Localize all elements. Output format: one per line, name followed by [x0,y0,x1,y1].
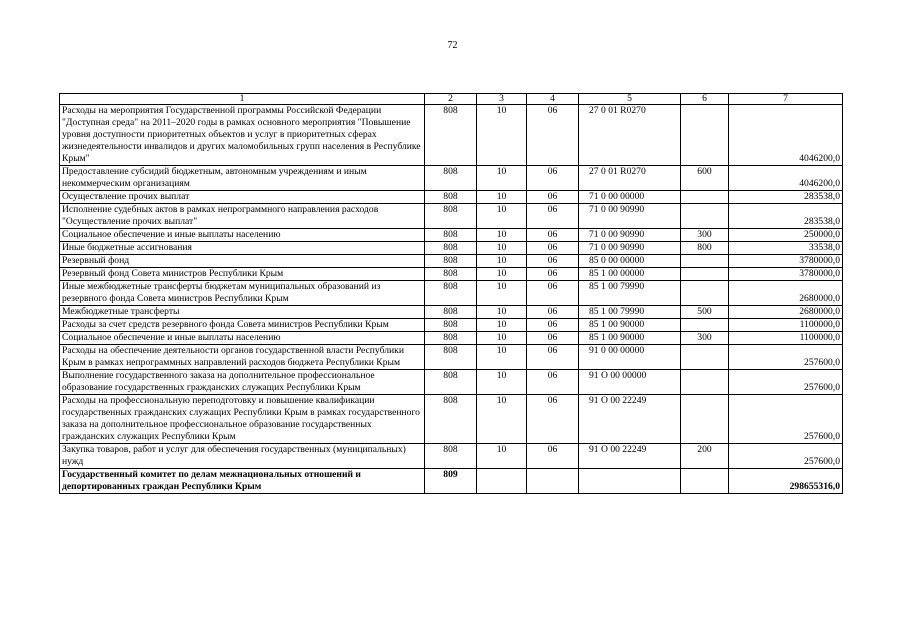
row-subsection-cell: 06 [527,332,579,345]
row-target-code-cell: 91 О 00 22249 [579,395,681,444]
row-subsection-cell: 06 [527,395,579,444]
header-cell: 3 [477,94,527,105]
row-admin-code-cell: 808 [425,255,477,268]
table-row [60,268,843,281]
table-row [60,105,843,166]
row-subsection-cell: 06 [527,319,579,332]
row-name-cell: Межбюджетные трансферты [60,306,425,319]
table-row [60,345,843,370]
table-row [60,395,843,444]
row-name-cell: Государственный комитет по делам межнациональных отношений и депортированных граждан Республики Крым [60,469,425,494]
budget-table [59,93,843,494]
row-name-cell: Осуществление прочих выплат [60,191,425,204]
table-row [60,255,843,268]
row-target-code-cell: 71 0 00 00000 [579,191,681,204]
row-admin-code-cell: 808 [425,166,477,191]
row-target-code-cell: 85 1 00 79990 [579,306,681,319]
row-target-code-cell: 71 0 00 90990 [579,242,681,255]
row-target-code-cell: 85 1 00 00000 [579,268,681,281]
row-expense-type-cell [681,204,729,229]
table-row [60,444,843,469]
row-subsection-cell: 06 [527,345,579,370]
row-expense-type-cell: 200 [681,444,729,469]
row-expense-type-cell [681,268,729,281]
row-admin-code-cell: 808 [425,332,477,345]
header-cell: 5 [579,94,681,105]
table-row [60,281,843,306]
table-row [60,469,843,494]
row-expense-type-cell [681,255,729,268]
row-section-cell: 10 [477,191,527,204]
row-admin-code-cell: 808 [425,306,477,319]
row-name-cell: Исполнение судебных актов в рамках непрограммного направления расходов "Осуществление прочих выплат" [60,204,425,229]
row-expense-type-cell: 600 [681,166,729,191]
row-admin-code-cell: 808 [425,319,477,332]
row-section-cell: 10 [477,319,527,332]
row-expense-type-cell: 500 [681,306,729,319]
row-amount-cell: 283538,0 [729,204,843,229]
row-expense-type-cell [681,191,729,204]
row-admin-code-cell: 808 [425,345,477,370]
table-row [60,332,843,345]
row-amount-cell: 3780000,0 [729,268,843,281]
row-subsection-cell: 06 [527,166,579,191]
row-admin-code-cell: 808 [425,204,477,229]
row-admin-code-cell: 808 [425,242,477,255]
row-section-cell: 10 [477,242,527,255]
row-target-code-cell: 27 0 01 R0270 [579,166,681,191]
row-target-code-cell [579,469,681,494]
row-section-cell: 10 [477,166,527,191]
row-target-code-cell: 71 0 00 90990 [579,229,681,242]
row-target-code-cell: 85 1 00 90000 [579,332,681,345]
row-amount-cell: 4046200,0 [729,166,843,191]
header-cell: 7 [729,94,843,105]
row-subsection-cell: 06 [527,255,579,268]
row-target-code-cell: 85 0 00 00000 [579,255,681,268]
row-target-code-cell: 85 1 00 90000 [579,319,681,332]
row-subsection-cell: 06 [527,281,579,306]
row-subsection-cell: 06 [527,370,579,395]
row-section-cell: 10 [477,332,527,345]
row-target-code-cell: 91 0 00 00000 [579,345,681,370]
row-expense-type-cell [681,345,729,370]
table-row [60,166,843,191]
row-expense-type-cell [681,395,729,444]
row-subsection-cell: 06 [527,444,579,469]
table-row [60,242,843,255]
header-cell: 1 [60,94,425,105]
row-admin-code-cell: 808 [425,229,477,242]
row-subsection-cell: 06 [527,229,579,242]
row-section-cell: 10 [477,268,527,281]
row-admin-code-cell: 808 [425,191,477,204]
row-section-cell: 10 [477,345,527,370]
table-row [60,191,843,204]
row-section-cell: 10 [477,444,527,469]
row-name-cell: Расходы на обеспечение деятельности органов государственной власти Республики Крым в рамках непрограммных направлений расходов бюджета Республики Крым [60,345,425,370]
row-expense-type-cell [681,469,729,494]
row-subsection-cell: 06 [527,204,579,229]
row-amount-cell: 3780000,0 [729,255,843,268]
row-section-cell: 10 [477,204,527,229]
row-expense-type-cell [681,370,729,395]
row-subsection-cell [527,469,579,494]
row-target-code-cell: 27 0 01 R0270 [579,105,681,166]
row-amount-cell: 298655316,0 [729,469,843,494]
row-target-code-cell: 85 1 00 79990 [579,281,681,306]
row-amount-cell: 2680000,0 [729,306,843,319]
row-name-cell: Расходы за счет средств резервного фонда Совета министров Республики Крым [60,319,425,332]
row-amount-cell: 257600,0 [729,444,843,469]
row-name-cell: Социальное обеспечение и иные выплаты населению [60,332,425,345]
row-section-cell: 10 [477,105,527,166]
row-amount-cell: 1100000,0 [729,319,843,332]
row-expense-type-cell: 300 [681,332,729,345]
row-expense-type-cell [681,105,729,166]
row-section-cell: 10 [477,395,527,444]
row-name-cell: Социальное обеспечение и иные выплаты населению [60,229,425,242]
header-cell: 6 [681,94,729,105]
row-name-cell: Предоставление субсидий бюджетным, автономным учреждениям и иным некоммерческим организациям [60,166,425,191]
table-row [60,306,843,319]
row-expense-type-cell: 300 [681,229,729,242]
page-number: 72 [447,40,458,51]
row-admin-code-cell: 809 [425,469,477,494]
table-row [60,204,843,229]
row-target-code-cell: 91 О 00 00000 [579,370,681,395]
row-name-cell: Резервный фонд Совета министров Республики Крым [60,268,425,281]
row-section-cell: 10 [477,281,527,306]
row-section-cell: 10 [477,229,527,242]
row-amount-cell: 4046200,0 [729,105,843,166]
row-amount-cell: 1100000,0 [729,332,843,345]
table-row [60,229,843,242]
row-amount-cell: 257600,0 [729,345,843,370]
row-amount-cell: 250000,0 [729,229,843,242]
row-name-cell: Иные межбюджетные трансферты бюджетам муниципальных образований из резервного фонда Совета министров Республики Крым [60,281,425,306]
row-amount-cell: 2680000,0 [729,281,843,306]
row-name-cell: Закупка товаров, работ и услуг для обеспечения государственных (муниципальных) нужд [60,444,425,469]
row-admin-code-cell: 808 [425,370,477,395]
row-admin-code-cell: 808 [425,444,477,469]
row-name-cell: Резервный фонд [60,255,425,268]
row-name-cell: Расходы на профессиональную переподготовку и повышение квалификации государственных гражданских служащих Республики Крым в рамках государственного заказа на дополнительное профессиональное образование государственных гражданских служащих Республики Крым [60,395,425,444]
row-amount-cell: 257600,0 [729,395,843,444]
row-admin-code-cell: 808 [425,395,477,444]
row-expense-type-cell: 800 [681,242,729,255]
header-cell: 4 [527,94,579,105]
row-amount-cell: 283538,0 [729,191,843,204]
row-subsection-cell: 06 [527,306,579,319]
row-amount-cell: 33538,0 [729,242,843,255]
row-admin-code-cell: 808 [425,268,477,281]
row-admin-code-cell: 808 [425,105,477,166]
row-name-cell: Выполнение государственного заказа на дополнительное профессиональное образование государственных гражданских служащих Республики Крым [60,370,425,395]
row-expense-type-cell [681,319,729,332]
table-row [60,319,843,332]
row-subsection-cell: 06 [527,268,579,281]
row-section-cell: 10 [477,370,527,395]
row-target-code-cell: 91 О 00 22249 [579,444,681,469]
table-header-row [60,94,843,105]
row-subsection-cell: 06 [527,105,579,166]
row-section-cell: 10 [477,306,527,319]
row-name-cell: Расходы на мероприятия Государственной программы Российской Федерации "Доступная среда" на 2011–2020 годы в рамках основного мероприятия "Повышение уровня доступности приоритетных объектов и услуг в приоритетных сферах жизнедеятельности инвалидов и других маломобильных групп населения в Республике Крым" [60,105,425,166]
row-expense-type-cell [681,281,729,306]
header-cell: 2 [425,94,477,105]
row-section-cell [477,469,527,494]
row-name-cell: Иные бюджетные ассигнования [60,242,425,255]
table-row [60,370,843,395]
row-section-cell: 10 [477,255,527,268]
row-subsection-cell: 06 [527,242,579,255]
row-admin-code-cell: 808 [425,281,477,306]
row-subsection-cell: 06 [527,191,579,204]
row-target-code-cell: 71 0 00 90990 [579,204,681,229]
row-amount-cell: 257600,0 [729,370,843,395]
